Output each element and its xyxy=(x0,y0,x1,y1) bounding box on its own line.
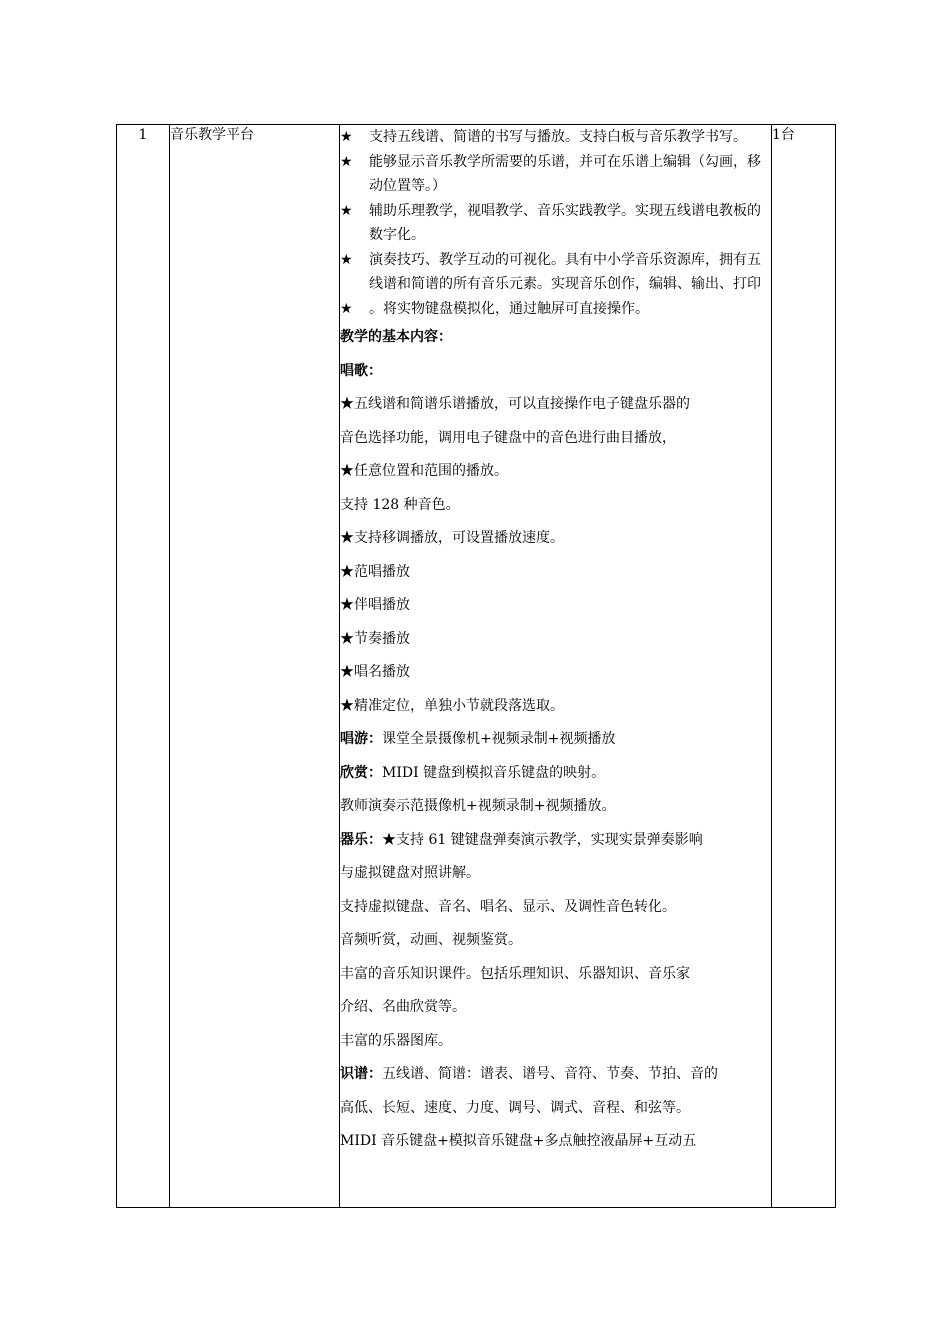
shipu-label: 识谱： xyxy=(340,1066,382,1082)
spec-content-cell xyxy=(340,125,772,1208)
qiyue-detail-line: 支持虚拟键盘、音名、唱名、显示、及调性音色转化。 xyxy=(340,898,676,915)
singing-line: ★支持移调播放，可设置播放速度。 xyxy=(340,530,564,546)
singing-line: ★精准定位，单独小节就段落选取。 xyxy=(340,697,564,714)
row-number-cell xyxy=(117,125,170,1208)
table-row xyxy=(117,125,836,1208)
qiyue-text: ★支持 61 键键盘弹奏演示教学，实现实景弹奏影响 xyxy=(382,831,703,848)
changyou-label: 唱游： xyxy=(340,731,382,747)
list-item xyxy=(340,150,771,199)
list-item-text: 演奏技巧、教学互动的可视化。具有中小学音乐资源库，拥有五线谱和简谱的所有音乐元素。实现音乐创作，编辑、输出、打印 xyxy=(369,251,761,292)
qiyue-label: 器乐： xyxy=(340,831,382,848)
star-icon: ★ xyxy=(340,129,353,145)
qiyue-detail-line: 音频听赏，动画、视频鉴赏。 xyxy=(340,932,522,948)
list-item-text: 。将实物键盘模拟化，通过触屏可直接操作。 xyxy=(369,300,649,317)
star-icon: ★ xyxy=(340,251,353,268)
xinshang-line xyxy=(340,757,771,791)
singing-line: ★任意位置和范围的播放。 xyxy=(340,463,508,479)
xinshang-text: MIDI 键盘到模拟音乐键盘的映射。 xyxy=(382,764,606,781)
qiyue-detail-line: 丰富的乐器图库。 xyxy=(340,1032,452,1049)
item-name-cell xyxy=(170,125,340,1208)
shipu-detail-line: 高低、长短、速度、力度、调号、调式、音程、和弦等。 xyxy=(340,1099,690,1116)
spec-table xyxy=(116,124,836,1208)
qiyue-detail-line: 丰富的音乐知识课件。包括乐理知识、乐器知识、音乐家 xyxy=(340,965,690,982)
singing-line: ★五线谱和简谱乐谱播放，可以直接操作电子键盘乐器的 xyxy=(340,396,690,412)
star-icon: ★ xyxy=(340,300,353,317)
star-icon: ★ xyxy=(340,202,353,219)
qiyue-detail-line: 介绍、名曲欣赏等。 xyxy=(340,999,466,1015)
quantity-cell xyxy=(772,125,836,1208)
singing-line: ★节奏播放 xyxy=(340,630,410,647)
qiyue-detail-line: 与虚拟键盘对照讲解。 xyxy=(340,865,480,881)
basic-content-heading: 教学的基本内容： xyxy=(340,329,452,345)
list-item-text: 辅助乐理教学，视唱教学、音乐实践教学。实现五线谱电教板的数字化。 xyxy=(369,202,761,243)
star-icon: ★ xyxy=(340,153,353,170)
list-item-text: 能够显示音乐教学所需要的乐谱，并可在乐谱上编辑（勾画，移动位置等。） xyxy=(369,153,761,194)
changyou-text: 课堂全景摄像机+视频录制+视频播放 xyxy=(382,731,616,747)
quantity: 1台 xyxy=(772,127,795,143)
shipu-line xyxy=(340,1058,771,1092)
list-item xyxy=(340,297,771,322)
item-name: 音乐教学平台 xyxy=(170,127,254,143)
list-item-text: 支持五线谱、简谱的书写与播放。支持白板与音乐教学书写。 xyxy=(369,129,747,145)
singing-line: 音色选择功能，调用电子键盘中的音色进行曲目播放， xyxy=(340,429,676,446)
singing-line: ★唱名播放 xyxy=(340,664,410,680)
teacher-demo-line: 教师演奏示范摄像机+视频录制+视频播放。 xyxy=(340,798,616,814)
changyou-line xyxy=(340,723,771,757)
xinshang-label: 欣赏： xyxy=(340,764,382,781)
singing-line: ★伴唱播放 xyxy=(340,597,410,613)
singing-line: ★范唱播放 xyxy=(340,563,410,580)
row-number: 1 xyxy=(138,127,148,143)
shipu-text: 五线谱、简谱：谱表、谱号、音符、节奏、节拍、音的 xyxy=(382,1066,718,1082)
qiyue-line xyxy=(340,824,771,858)
list-item xyxy=(340,199,771,248)
singing-heading: 唱歌： xyxy=(340,362,382,379)
list-item xyxy=(340,125,771,150)
singing-line: 支持 128 种音色。 xyxy=(340,496,460,513)
shipu-detail-line: MIDI 音乐键盘+模拟音乐键盘+多点触控液晶屏+互动五 xyxy=(340,1133,697,1149)
list-item xyxy=(340,248,771,297)
